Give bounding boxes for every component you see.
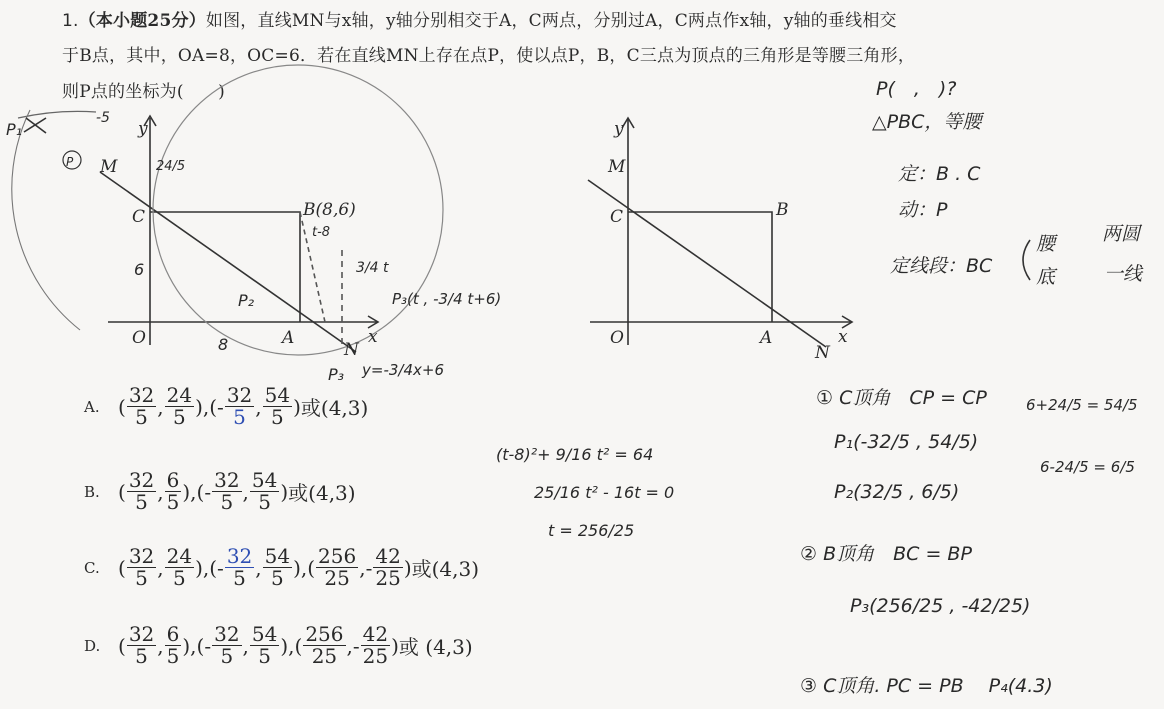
note-two-circles: 两圆 — [1102, 223, 1141, 245]
note-calc1: 6+24/5 = 54/5 — [1026, 396, 1138, 414]
left-rect — [150, 212, 300, 322]
left-hand-t8: t-8 — [312, 225, 331, 240]
left-label-c: C — [132, 207, 146, 227]
option-c-label: C. — [84, 558, 100, 577]
left-label-n: N — [344, 340, 359, 360]
right-rect — [628, 212, 772, 322]
note-yao: 腰 — [1036, 233, 1056, 255]
notes-brace — [1023, 240, 1030, 280]
right-label-n: N — [815, 343, 830, 363]
option-d[interactable]: D. ( $\frac{32}{5}$ , $\frac{6}{5}$ ),(- $\frac{32}{5}$ , $\frac{54}{5}$ ),( $\frac{256}{25}$ ,- $\frac{42}{25}$ ) 或 (4,3) — [84, 622, 473, 668]
note-eq3: t = 256/25 — [548, 521, 635, 540]
note-top2: △PBC，等腰 — [872, 111, 982, 133]
question-line-2: 于B点，其中，OA=8，OC=6．若在直线MN上存在点P，使以点P，B，C三点为顶点的三角形是等腰三角形， — [62, 46, 916, 66]
left-hand-frac-y: 24/5 — [156, 159, 186, 174]
right-label-b: B — [776, 200, 789, 220]
left-hand-p3: P₃ — [328, 365, 345, 384]
left-arc-c-top — [18, 111, 96, 118]
left-label-a: A — [282, 328, 295, 348]
left-hand-p1: P₁ — [6, 120, 23, 139]
question-text-1: 如图，直线MN与x轴，y轴分别相交于A，C两点，分别过A，C两点作x轴，y轴的垂线相交 — [205, 11, 897, 31]
note-p1: P₁(-32/5 , 54/5) — [834, 431, 979, 453]
right-label-y: y — [614, 119, 624, 139]
left-label-y: y — [138, 119, 148, 139]
left-arc-c — [12, 110, 80, 330]
right-label-a: A — [760, 328, 773, 348]
note-eq1: (t-8)²+ 9/16 t² = 64 — [496, 445, 654, 464]
left-hand-p-circle: P — [66, 155, 74, 169]
option-b-tail: 或(4,3) — [288, 481, 356, 505]
note-seg: 定线段：BC — [890, 255, 993, 277]
left-hand-frac-top: -5 — [96, 110, 110, 126]
question-line-3: 则P点的坐标为( ) — [62, 82, 225, 102]
right-label-m: M — [608, 157, 626, 177]
left-label-x: x — [368, 327, 378, 347]
left-hand-oc: 6 — [134, 260, 145, 279]
left-hand-line-eq: y=-3/4x+6 — [362, 361, 444, 379]
left-hand-p3-coord: P₃(t , -3/4 t+6) — [392, 290, 502, 308]
option-b[interactable]: B. ( $\frac{32}{5}$ , $\frac{6}{5}$ ),(- $\frac{32}{5}$ , $\frac{54}{5}$ ) 或(4,3) — [84, 468, 356, 514]
left-hand-oa: 8 — [218, 335, 229, 354]
right-label-c: C — [610, 207, 624, 227]
option-d-label: D. — [84, 636, 101, 655]
option-a[interactable]: A. ( $\frac{32}{5}$ , $\frac{24}{5}$ ),(- $\frac{32}{5}$ , $\frac{54}{5}$ ) 或(4,3) — [84, 383, 369, 429]
note-case1: ① C顶角 CP = CP — [816, 387, 987, 409]
option-a-tail: 或(4,3) — [300, 396, 369, 420]
note-top4: 动：P — [898, 199, 948, 221]
note-p3: P₃(256/25 , -42/25) — [850, 595, 1031, 617]
note-case3: ③ C顶角. PC = PB P₄(4.3) — [800, 675, 1053, 697]
left-label-m: M — [100, 157, 118, 177]
option-d-tail: 或 (4,3) — [398, 635, 473, 659]
option-a-label: A. — [84, 397, 100, 416]
question-score: （本小题25分） — [78, 11, 206, 31]
right-label-o: O — [610, 328, 624, 348]
left-label-b: B(8,6) — [303, 200, 356, 220]
option-b-label: B. — [84, 482, 100, 501]
note-di: 底 — [1036, 266, 1056, 288]
note-top3: 定：B . C — [898, 163, 981, 185]
note-p2: P₂(32/5 , 6/5) — [834, 481, 960, 503]
right-label-x: x — [838, 327, 848, 347]
note-one-line: 一线 — [1104, 263, 1143, 285]
note-case2: ② B顶角 BC = BP — [800, 543, 972, 565]
left-label-o: O — [132, 328, 146, 348]
question-number: 1. — [62, 11, 79, 31]
left-hand-p2: P₂ — [238, 291, 255, 310]
note-top1: P( , )? — [876, 78, 957, 100]
note-eq2: 25/16 t² - 16t = 0 — [534, 483, 675, 502]
note-calc2: 6-24/5 = 6/5 — [1040, 458, 1135, 476]
option-c-tail: 或(4,3) — [411, 557, 480, 581]
left-hand-half-t: 3/4 t — [356, 260, 389, 276]
option-c[interactable]: C. ( $\frac{32}{5}$ , $\frac{24}{5}$ ),(- $\frac{32}{5}$ , $\frac{54}{5}$ ),( $\frac{256}{25}$ ,- $\frac{42}{25}$ ) 或(4,3) — [84, 544, 480, 590]
